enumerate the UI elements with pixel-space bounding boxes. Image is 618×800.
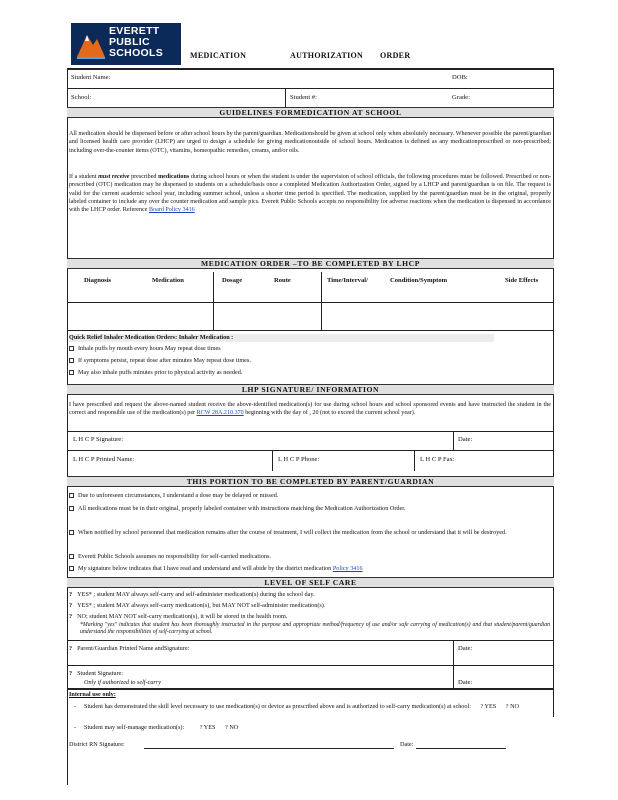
acknowledgement-text: Everett Public Schools assumes no responsibility for self-carried medications. bbox=[78, 553, 271, 560]
inhaler-option-text: Inhale puffs by mouth every hours May repeat dose times bbox=[78, 345, 221, 352]
logo-line: SCHOOLS bbox=[109, 47, 164, 59]
col-time-interval: Time/Interval/ bbox=[327, 277, 368, 284]
divider bbox=[67, 302, 554, 303]
marker-glyph: ? bbox=[69, 645, 73, 652]
divider bbox=[453, 640, 454, 665]
divider bbox=[285, 88, 286, 107]
checkbox[interactable] bbox=[69, 566, 74, 571]
emphasis-text: must receive bbox=[98, 174, 130, 180]
col-side-effects: Side Effects bbox=[505, 277, 539, 284]
divider bbox=[67, 688, 554, 690]
internal-item-text: Student has demonstrated the skill level necessary to use medication(s) or device as prescribed above and is authorized to self-carry medication(s) at school: bbox=[84, 703, 471, 710]
student-name-field[interactable]: Student Name: bbox=[71, 74, 111, 81]
checkbox[interactable] bbox=[69, 506, 74, 511]
parent-date-field[interactable]: Date: bbox=[458, 645, 473, 652]
parent-section-header: THIS PORTION TO BE COMPLETED BY PARENT/GUARDIAN bbox=[67, 476, 554, 487]
logo-line: PUBLIC bbox=[109, 36, 150, 48]
frame-left bbox=[67, 68, 68, 785]
divider bbox=[321, 272, 322, 330]
student-signature-field[interactable] bbox=[69, 670, 123, 678]
self-care-option[interactable] bbox=[69, 613, 287, 621]
logo-wordmark bbox=[109, 26, 163, 59]
divider bbox=[453, 431, 454, 450]
text: I have prescribed and request the above-named student receive the above-identified medication(s) for use during school hours and school sponsored events and have instructed the student in the correct and responsible use of the medication(s) per bbox=[69, 402, 551, 417]
acknowledgement-text: When notified by school personnel that medication remains after the course of treatment, I will collect the medication from the school or understand that it will be destroyed. bbox=[78, 529, 507, 536]
parent-signature-field[interactable] bbox=[69, 645, 189, 653]
parent-acknowledgement bbox=[69, 565, 551, 573]
field-label: Student Signature: bbox=[77, 670, 123, 677]
lhcp-order-header: MEDICATION ORDER –TO BE COMPLETED BY LHCP bbox=[67, 258, 554, 269]
checkbox-glyph[interactable]: ? bbox=[69, 591, 73, 598]
lhcp-phone-field[interactable]: L H C P Phone: bbox=[278, 456, 320, 463]
student-number-field[interactable]: Student #: bbox=[290, 94, 317, 101]
acknowledgement-text: My signature below indicates that I have read and understand and will abide by the district medication bbox=[78, 565, 333, 572]
divider bbox=[67, 88, 554, 89]
checkbox[interactable] bbox=[69, 358, 74, 363]
dob-field[interactable]: DOB: bbox=[452, 74, 468, 81]
board-policy-link[interactable]: Board Policy 3416 bbox=[148, 207, 195, 214]
policy-link[interactable]: Policy 3416 bbox=[332, 565, 363, 572]
divider bbox=[67, 431, 554, 432]
col-medication: Medication bbox=[152, 277, 184, 284]
parent-acknowledgement bbox=[69, 492, 551, 500]
checkbox[interactable] bbox=[69, 346, 74, 351]
no-option[interactable]: ? NO bbox=[505, 703, 520, 710]
divider bbox=[67, 665, 554, 666]
divider bbox=[213, 272, 214, 330]
self-care-text: YES* ; student MAY always self-carry and self-administer medication(s) during the school day. bbox=[77, 591, 315, 598]
internal-item-text: Student may self-manage medication(s): bbox=[84, 724, 185, 731]
col-condition: Condition/Symptom bbox=[390, 277, 448, 284]
internal-item bbox=[74, 724, 238, 732]
yes-option[interactable]: ? YES bbox=[199, 724, 216, 731]
yes-option[interactable]: ? YES bbox=[480, 703, 497, 710]
lhcp-signature-field[interactable]: L H C P Signature: bbox=[73, 436, 124, 443]
inhaler-option[interactable] bbox=[69, 357, 251, 365]
bullet: - bbox=[74, 724, 77, 731]
acknowledgement-text: All medications must be in their original, properly labeled container with instructions matching the Medication Authorization Order. bbox=[78, 505, 406, 512]
inhaler-option-text: If symptoms persist, repeat dose after minutes May repeat dose times. bbox=[78, 357, 251, 364]
self-care-text: YES* ; student MAY always self-carry medication(s), but MAY NOT self-administer medication(s). bbox=[77, 602, 326, 609]
form-title-word: AUTHORIZATION bbox=[290, 51, 364, 60]
checkbox[interactable] bbox=[69, 493, 74, 498]
inhaler-orders-label: Quick Relief Inhaler Medication Orders: Inhaler Medication : bbox=[69, 334, 494, 342]
divider bbox=[67, 330, 554, 331]
grade-field[interactable]: Grade: bbox=[452, 94, 470, 101]
lhcp-date-field[interactable]: Date: bbox=[458, 436, 473, 443]
lhcp-fax-field[interactable]: L H C P Fax: bbox=[420, 456, 455, 463]
text: prescribed bbox=[129, 174, 159, 180]
col-route: Route bbox=[274, 277, 291, 284]
guidelines-paragraph: All medication should be dispensed before or after school hours by the parent/guardian. Medicationshould be given at school only when absolutely necessary. Whenever possible the parent/guardian and licensed health care provider (LHCP) are urged to design a schedule for giving medicationoutside of school hours. Medication is defined as any medicationprescribed or non-prescribed; including over-the-counter items (OTC), vitamins, homeopathic remedies, creams, and/or oils. bbox=[69, 131, 551, 154]
logo-mountain-icon bbox=[75, 27, 107, 61]
self-care-header: LEVEL OF SELF CARE bbox=[67, 577, 554, 588]
rn-signature-field[interactable]: District RN Signature: bbox=[69, 741, 125, 748]
self-care-option[interactable] bbox=[69, 591, 315, 599]
frame-top bbox=[67, 68, 554, 70]
text: beginning with the day of , 20 (not to exceed the current school year). bbox=[243, 410, 416, 417]
checkbox[interactable] bbox=[69, 370, 74, 375]
guidelines-header: GUIDELINES FORMEDICATION AT SCHOOL bbox=[67, 107, 554, 118]
divider bbox=[67, 450, 554, 451]
lhcp-printed-name-field[interactable]: L H C P Printed Name: bbox=[73, 456, 135, 463]
date-line bbox=[416, 748, 506, 749]
internal-use-title: Internal use only: bbox=[69, 691, 116, 698]
marker-glyph: ? bbox=[69, 670, 73, 677]
field-label: Parent/Guardian Printed Name andSignature: bbox=[77, 645, 190, 652]
bullet: - bbox=[74, 703, 77, 710]
everett-public-schools-logo bbox=[71, 23, 181, 65]
parent-acknowledgement bbox=[69, 505, 551, 513]
col-diagnosis: Diagnosis bbox=[84, 277, 112, 284]
checkbox[interactable] bbox=[69, 530, 74, 535]
self-care-note: *Marking "yes" indicates that student has been thoroughly instructed in the purpose and appropriate method/frequency of use and/or safe carrying of medication(s) and that student/parent/guardian understand the responsibilities of self-carrying at school. bbox=[80, 622, 550, 636]
divider bbox=[67, 640, 554, 641]
acknowledgement-text: Due to unforeseen circumstances, I understand a dose may be delayed or missed. bbox=[78, 492, 279, 499]
form-title-word: MEDICATION bbox=[190, 51, 247, 60]
parent-acknowledgement bbox=[69, 553, 551, 561]
student-date-field[interactable]: Date: bbox=[458, 679, 473, 686]
col-dosage: Dosage bbox=[222, 277, 243, 284]
school-field[interactable]: School: bbox=[71, 94, 92, 101]
divider bbox=[414, 450, 415, 471]
rn-date-field[interactable]: Date: bbox=[400, 741, 414, 748]
lhp-signature-header: LHP SIGNATURE/ INFORMATION bbox=[67, 384, 554, 395]
emphasis-text: medications bbox=[158, 174, 190, 180]
text: If a student bbox=[69, 174, 99, 180]
inhaler-option[interactable] bbox=[69, 345, 221, 353]
text: during school hours or when the student is under the supervision of school officials, the following procedures must be followed. Prescribed or non-prescribed (OTC) medication may be dispensed to students on a schedule/basis once a completed Medication Authorization Order, signed by a LHCP and parent/guardian is on file. The request is valid for the current academic school year, including summer school, unless a shorter time period is specified. The medication, supplied by the parent/guardian must be in the original, properly labeled container to include any over the counter medication and sample pics. Everett Public Schools accepts no responsibility for adverse reactions when the medication is dispensed in accordance with the LHCP order. Reference bbox=[69, 174, 551, 214]
divider bbox=[272, 450, 273, 471]
inhaler-option[interactable] bbox=[69, 369, 242, 377]
divider bbox=[453, 665, 454, 688]
signature-line bbox=[144, 748, 394, 749]
internal-item bbox=[74, 703, 550, 711]
inhaler-option-text: May also inhale puffs minutes prior to physical activity as needed. bbox=[78, 369, 243, 376]
guidelines-procedures bbox=[69, 173, 551, 214]
logo-line: EVERETT bbox=[109, 25, 160, 37]
self-care-text: NO; student MAY NOT self-carry medication(s), it will be stored in the health room. bbox=[77, 613, 288, 620]
form-title-word: ORDER bbox=[380, 51, 411, 60]
no-option[interactable]: ? NO bbox=[225, 724, 239, 731]
rcw-link[interactable]: RCW 28A.210.370 bbox=[196, 410, 244, 417]
student-signature-note: Only if authorized to self-carry bbox=[84, 679, 161, 686]
lhcp-attestation bbox=[69, 401, 551, 418]
self-care-option[interactable] bbox=[69, 602, 325, 610]
checkbox-glyph[interactable]: ? bbox=[69, 602, 73, 609]
parent-acknowledgement bbox=[69, 529, 551, 537]
checkbox[interactable] bbox=[69, 554, 74, 559]
checkbox-glyph[interactable]: ? bbox=[69, 613, 73, 620]
